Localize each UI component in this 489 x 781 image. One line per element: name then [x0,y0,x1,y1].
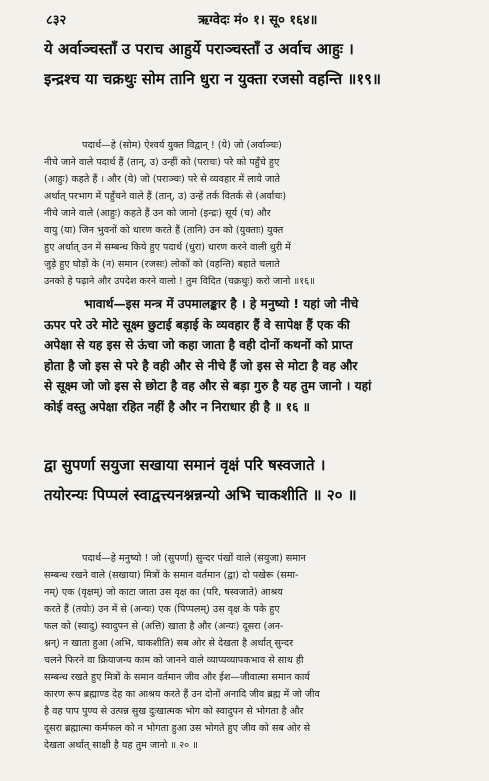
bhavartha-19-line: होता है जो इस से परे है वही और से नीचे हैं जो इस से मोटा है वह और [44,358,358,373]
padartha-20-line: सम्बन्ध रखने वाले (सखाया) मित्रों के समान वर्तमान (द्वा) दो पखेरू (समा- [44,570,299,581]
page-number: ८३२ [46,13,67,28]
padartha-19-line: वायु (या) जिन भुवनों को धारण करते हैं (तानि) उन को (युक्ताः) युक्त [44,225,284,236]
padartha-20-line: सम्बन्ध रखते हुए मित्रों के समान वर्तमान जीव और ईश—जीवात्मा समान कार्य [44,672,310,683]
mantra-20-line: तयोरन्यः पिप्पलं स्वाद्वत्त्यनश्नन्नन्यो अभि चाकशीति ॥ २० ॥ [44,486,357,504]
padartha-20-line: दूसरा ब्रह्मात्मा कर्मफल को न भोगता हुआ उस भोगते हुए जीव को सब ओर से [44,723,311,734]
padartha-20-line: श्नन्) न खाता हुआ (अभि, चाकशीति) सब ओर से देखता है अर्थात् सुन्दर [44,638,294,649]
padartha-19 [44,137,476,290]
padartha-20 [44,550,476,754]
padartha-20-line: पदार्थ—हे मनुष्यो ! जो (सुपर्णा) सुन्दर पंखों वाले (सयुजा) समान [82,553,306,564]
padartha-20-line: कारण रूप ब्रह्माण्ड देह का आश्रय करते हैं उन दोनों अनादि जीव ब्रह्म में जो जीव [44,689,320,700]
padartha-20-line: चलने फिरने वा क्रियाजन्य काम को जानने वाले व्याप्यव्यापकभाव से साथ ही [44,655,304,666]
bhavartha-19 [44,294,476,417]
mantra-20 [44,452,480,508]
padartha-20-line: नम्) एक (वृक्षम्) जो काटा जाता उस वृक्ष का (परि, षस्वजाते) आश्रय [44,587,283,598]
padartha-20-line: है वह पाप पुण्य से उत्पन्न सुख दुःखात्मक भोग को स्वादुपन से भोगता है और [44,706,304,717]
bhavartha-19-line: अपेक्षा से यह इस से ऊंचा जो कहा जाता है वही दोनों कथनों को प्राप्त [44,338,353,352]
padartha-19-line: नीचे जाने वाले पदार्थ हैं (तान्, उ) उन्हीं को (पराचः) परे को पहुँचे हुए [44,157,280,168]
padartha-20-line: करते हैं (तयोः) उन में से (अन्यः) एक (पिप्पलम्) उस वृक्ष के पके हुए [44,604,280,615]
running-title: ऋग्वेदः मं० १। सू० १६४॥ [198,13,318,28]
padartha-20-line: देखता अर्थात् साक्षी है यह तुम जानो ॥ २० ॥ [44,740,198,751]
mantra-19-line: ये अर्वाञ्चस्ताँ उ पराच आहुर्ये पराञ्चस्ताँ उ अर्वाच आहुः । [44,40,354,58]
padartha-19-line: पदार्थ—हे (सोम) ऐश्वर्य युक्त विद्वान् ! (ये) जो (अर्वाञ्चः) [82,140,282,151]
padartha-19-line: अर्थात् परभाग में पहुँचने वाले हैं (तान्, उ) उन्हें तर्क वितर्क से (अर्वाचः) [44,191,287,202]
bhavartha-19-line: ऊपर परे उरे मोटे सूक्ष्म छुटाई बड़ाई के व्यवहार हैं वे सापेक्ष हैं एक की [44,317,350,332]
bhavartha-19-line: से सूक्ष्म जो जो इस से छोटा है वह और से बड़ा गुरु है यह तुम जानो । यहां [44,379,372,393]
mantra-20-line: द्वा सुपर्णा सयुजा सखाया समानं वृक्षं परि षस्वजाते । [44,456,326,474]
bhavartha-19-line: भावार्थ—इस मन्त्र में उपमालङ्कार है । हे मनुष्यो ! यहां जो नीचे [84,297,359,311]
mantra-19 [44,36,480,92]
mantra-19-line: इन्द्रश्च या चक्रथुः सोम तानि धुरा न युक्ता रजसो वहन्ति ॥१९॥ [44,70,381,88]
padartha-19-line: उनको हे पढ़ाने और उपदेश करने वालो ! तुम विदित (चक्रथुः) करो जानो ॥१६॥ [44,276,315,287]
padartha-20-line: फल को (स्वादु) स्वादुपन से (अत्ति) खाता है और (अन्यः) दूसरा (अन- [44,621,284,632]
page-header [46,8,466,30]
padartha-19-line: (आहुः) कहते हैं । और (ये) जो (पराञ्चः) परे से व्यवहार में लाये जाते [44,174,280,185]
padartha-19-line: नीचे जाने वाले (आहुः) कहते हैं उन को जानो (इन्द्रः) सूर्य (च) और [44,208,271,219]
bhavartha-19-line: कोई वस्तु अपेक्षा रहित नहीं है और न निराधार ही है ॥ १६ ॥ [44,399,310,414]
padartha-19-line: जुड़े हुए घोड़ों के (न) समान (रजसः) लोकों को (वहन्ति) बहाते चलाते [44,259,280,270]
padartha-19-line: हुए अर्थात् उन में सम्बन्ध किये हुए पदार्थ (धुरा) धारण करने वाली धुरी में [44,242,291,253]
